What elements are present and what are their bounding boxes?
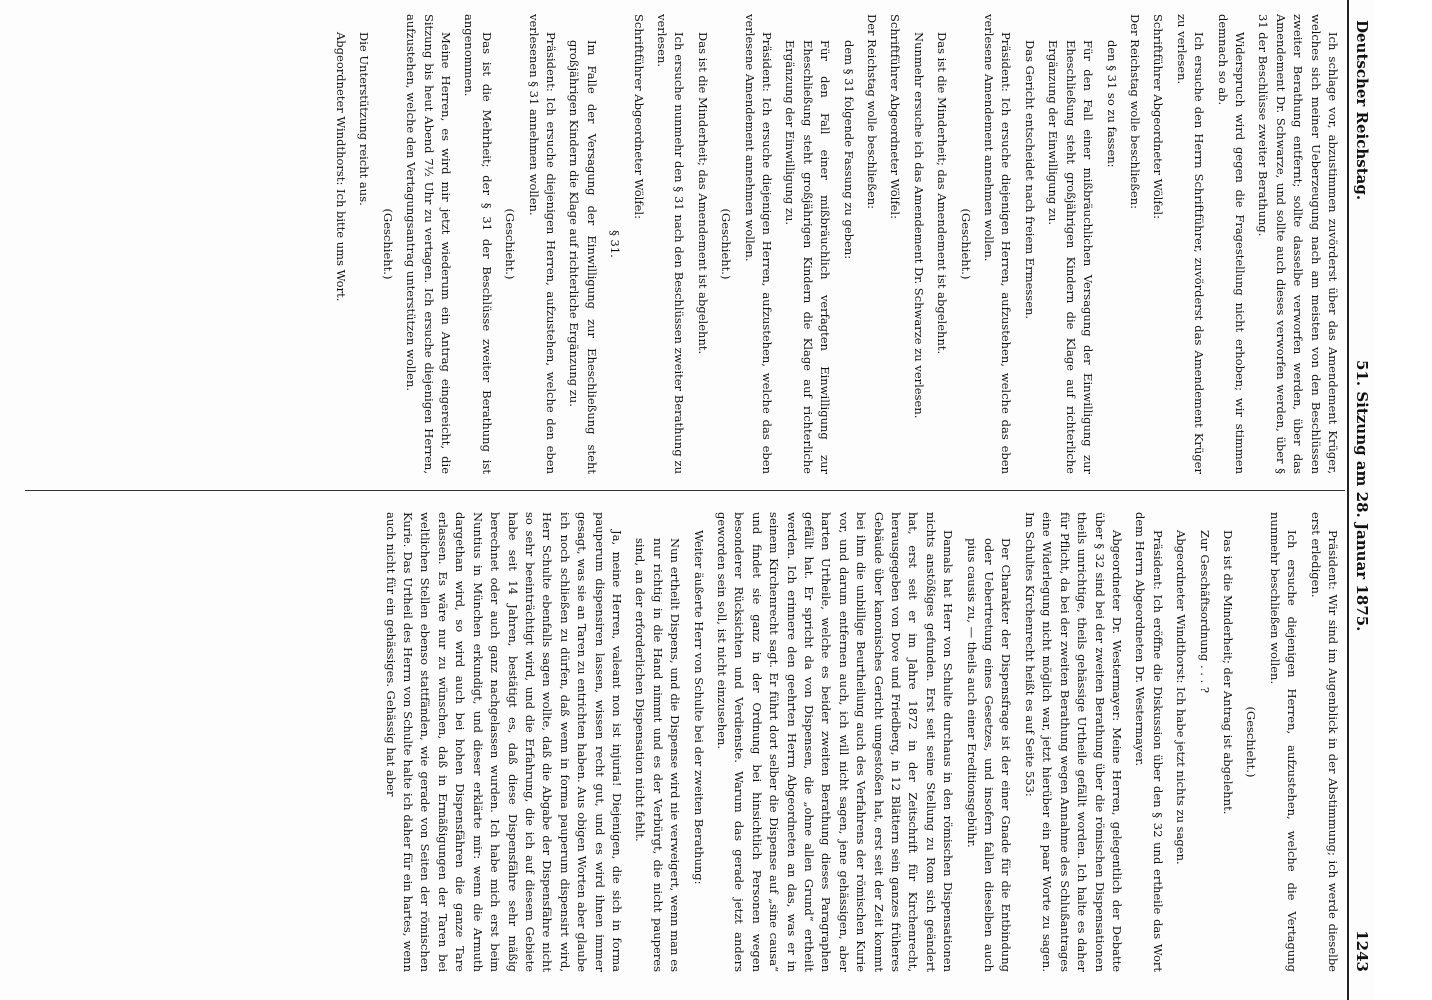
paragraph: Das ist die Mehrheit; der § 31 der Beschlüsse zweiter Berathung ist angenommen.	[462, 14, 494, 474]
paragraph: Das ist die Minderheit; der Antrag ist abgelehnt.	[1220, 530, 1235, 815]
paragraph: Das ist die Minderheit; das Amendement ist abgelehnt.	[695, 32, 710, 355]
paragraph: Weiter äußerte Herr von Schulte bei der zweiten Berathung:	[691, 530, 706, 885]
paragraph: Der Reichstag wolle beschließen:	[865, 14, 880, 209]
column-divider	[25, 490, 1345, 491]
quotation: Der Charakter der Dispensfrage ist der einer Gnade für die Entbindung oder Uebertretung eines Gesetzes, und insofern fallen dieselben auch pius causis zu, — theils auch einer Ereditionsgebühr.	[964, 538, 1014, 972]
stage-direction: (Geschieht.)	[503, 208, 518, 280]
speaker-line: Schriftführer Abgeordneter Wölfel:	[631, 14, 646, 219]
paragraph: Abgeordneter Dr. Westermayer: Meine Herren, gelegentlich der Debatte über § 32 sind bei der zweiten Berathung über die römischen Dispensationen theils unrichtige, theils gehässige Urtheile gefällt worden. Ich halte es daher für Pflicht, da bei der zweiten Berathung wegen Annahme des Schlußantrages eine Widerlegung nicht möglich war, jetzt hierüber ein paar Worte zu sagen. Im Schultes Kirchenrecht heißt es auf Seite 553:	[1022, 512, 1124, 972]
paragraph: Für den Fall einer mißbräuchlichen Versagung der Einwilligung zur Eheschließung steht großjährigen Kindern die Klage auf richterliche Ergänzung der Einwilligung zu.	[1046, 40, 1096, 474]
paragraph: den § 31 so zu fassen:	[1104, 40, 1119, 168]
paragraph: Ich ersuche nunmehr den § 31 nach den Beschlüssen zweiter Berathung zu verlesen.	[655, 14, 687, 474]
paragraph: Das Gericht entscheidet nach freiem Ermessen.	[1022, 40, 1037, 320]
stage-direction: (Geschieht.)	[719, 208, 734, 280]
header-title: Deutscher Reichstag.	[1353, 20, 1371, 201]
paragraph: Widerspruch wird gegen die Fragestellung nicht erhoben; wir stimmen demnach so ab.	[1215, 14, 1247, 474]
right-column	[375, 512, 1341, 972]
paragraph: Präsident: Ich ersuche diejenigen Herren, aufzustehen, welche das eben verlesene Amendement annehmen wollen.	[982, 14, 1014, 474]
header-session: 51. Sitzung am 28. Januar 1875.	[1353, 360, 1371, 632]
left-column	[326, 14, 1342, 474]
paragraph: dem § 31 folgende Fassung zu geben:	[841, 40, 856, 260]
stage-direction: (Geschieht.)	[380, 208, 395, 280]
paragraph: Für den Fall einer mißbräuchlich verfagten Einwilligung zur Eheschließung steht großjährigen Kindern die Klage auf richterliche Ergänzung der Einwilligung zu.	[783, 40, 833, 474]
paragraph: Präsident: Ich ersuche diejenigen Herren, aufzustehen, welche den eben verlesenen § 31 annehmen wollen.	[526, 14, 558, 474]
page-header	[1347, 0, 1375, 1000]
paragraph: Präsident: Ich eröffne die Diskussion über den § 32 und ertheile das Wort dem Herrn Abgeordneten Dr. Westermayer.	[1133, 512, 1165, 972]
section-label: § 31.	[608, 230, 623, 258]
paragraph: Die Unterstützung reicht aus.	[357, 32, 372, 206]
paragraph: Ich ersuche den Herrn Schriftführer, zuvörderst das Amendement Krüger zu verlesen.	[1174, 14, 1207, 474]
stage-direction: (Geschieht.)	[958, 208, 973, 280]
paragraph: Der Reichstag wolle beschließen:	[1127, 14, 1142, 209]
speaker-line: Schriftführer Abgeordneter Wölfel:	[1151, 14, 1166, 219]
paragraph: Damals hat Herr von Schulte durchaus in den römischen Dispensationen nichts anstößiges gefunden. Erst seit seine Stellung zu Rom sich geändert hat, erst seit er im Jahre 1872 in der Zeitschrift für Kirchenrecht, herausgegeben von Dove und Friedberg, in 12 Blättern sein ganzes früheres Gebäude über kanonisches Gericht umgestoßen hat, erst seit der Zeit kommt bei ihm die unbillige Beurtheilung auch des Verfahrens der römischen Kurie vor, und darum entfernen auch, ich will nicht sagen, jene gehässigen, aber harten Urtheile, welche es beider zweiten Berathung dieses Paragraphen gefällt hat. Er spricht da von Dispensen, die „ohne allen Grund“ ertheilt werden. Ich erinnere den geehrten Herrn Abgeordneten an das, was er in seinem Kirchenrecht sagt. Er führt dort selber die Dispense auf „sine causa“ und findet sie ganz in der Ordnung bei hinsichtlich Personen wegen besonderer Rücksichten und Verdienste. Warum das gerade jetzt anders geworden sein soll, ist nicht einzusehen.	[715, 512, 956, 972]
paragraph: Abgeordneter Windthorst: Ich habe jetzt nichts zu sagen.	[1174, 530, 1189, 865]
paragraph: Ich ersuche diejenigen Herren, aufzustehen, welche die Vertagung nunmehr beschließen wollen.	[1267, 512, 1300, 972]
paragraph: Ich schlage vor, abzustimmen zuvörderst über das Amendement Krüger, welches sich meiner Ueberzeugung nach am meisten von den Beschlüssen zweiter Berathung entfernt; sollte dasselbe verworfen werden, über das Amendement Dr. Schwarze, und sollte auch dieses verworfen werden, über § 31 der Beschlüsse zweiter Berathung.	[1256, 14, 1340, 474]
paragraph: Nunmehr ersuche ich das Amendement Dr. Schwarze zu verlesen.	[911, 32, 926, 419]
paragraph: Abgeordneter Windthorst: Ich bitte ums Wort.	[333, 32, 348, 302]
paragraph: Im Falle der Versagung der Einwilligung zur Eheschließung steht großjährigen Kindern die Klage auf richterliche Ergänzung zu.	[567, 40, 599, 474]
paragraph: Meine Herren, es wird mir jetzt wiederum ein Antrag eingereicht, die Sitzung bis heut Abend 7½ Uhr zu vertagen. Ich ersuche diejenigen Herren, aufzustehen, welche den Vertagungsantrag unterstützen wollen.	[404, 14, 453, 474]
paragraph: Präsident: Ich ersuche diejenigen Herren, aufzustehen, welche das eben verlesene Amendement annehmen wollen.	[742, 14, 775, 474]
paragraph: Ja, meine Herren, valeant non ist injuria! Diejenigen, die sich in forma pauperum dispensiren lassen, wissen recht gut, und es wird ihnen immer gesagt, was sie an Taren zu entrichten haben. Aus obigen Worten aber glaube ich noch schließen zu dürfen, daß wenn in forma pauperum dispensirt wird, Herr Schulte ebenfalls sagen wollte, daß die Abgabe der Dispensfähre nicht so sehr beeinträchtigt wird, und die Erfahrung, die ich auf diesem Gebiete habe seit 14 Jahren, bestätigt es, daß diese Dispensfähre sehr mäßig berechnet oder auch ganz nachgelassen wurden. Ich habe mich erst beim Nuntius in München erkundigt, und dieser erklärte mir: wenn die Armuth dargethan wird, so wird auch bei hohen Dispensfähren die ganze Tare erlassen. Es wäre nur zu wünschen, daß in Ermäßigungen der Taren bei weltlichen Stellen ebenso stattfänden, wie gerade von Seiten der römischen Kurie. Das Urtheil des Herrn von Schulte halte ich daher für ein hartes, wenn auch nicht für ein gehässiges. Gehässig hat aber	[383, 512, 624, 972]
page-number: 1243	[1353, 930, 1371, 972]
quotation: Nun ertheilt Dispens, und die Dispense wird nie verweigert, wenn man es nur richtig in die Hand nimmt und es der Verbürgt, die nicht pauperes sind, an der erforderlichen Dispensation nicht fehlt.	[633, 538, 683, 972]
paragraph: Zur Geschäftsordnung . . . ?	[1197, 530, 1212, 694]
stage-direction: (Geschieht.)	[1244, 706, 1259, 778]
speaker-line: Schriftführer Abgeordneter Wölfel:	[888, 14, 903, 219]
paragraph: Das ist die Minderheit; das Amendement ist abgelehnt.	[935, 32, 950, 355]
paragraph: Präsident: Wir sind im Augenblick in der Abstimmung; ich werde dieselbe erst erledigen.	[1308, 512, 1340, 972]
